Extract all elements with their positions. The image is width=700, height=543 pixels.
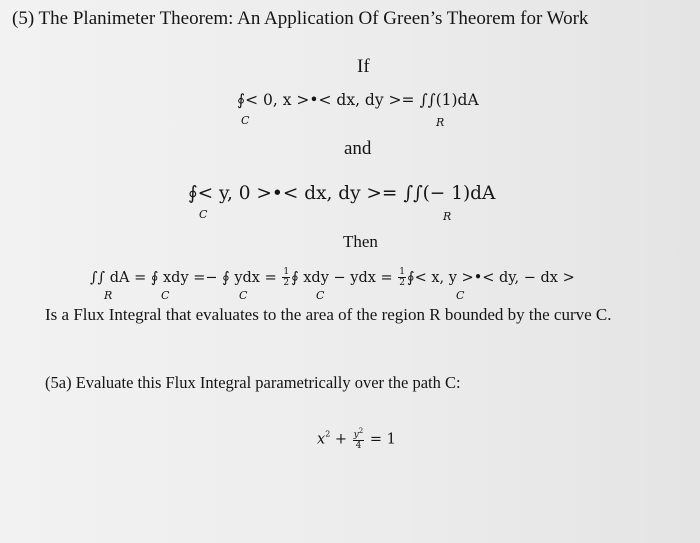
equation-2-contour-subscript: C bbox=[199, 208, 208, 221]
ellipse-equation bbox=[317, 428, 396, 451]
equation-1-region-subscript: R bbox=[436, 116, 445, 129]
flux-statement: Is a Flux Integral that evaluates to the area of the region R bounded by the curve C. bbox=[45, 305, 612, 324]
fraction-denominator: 2 bbox=[283, 278, 290, 288]
equation-3-subscript-c4: C bbox=[456, 289, 465, 302]
equation-3-subscript-c1: C bbox=[161, 289, 170, 302]
ellipse-x-exponent: 2 bbox=[325, 429, 331, 439]
if-label: If bbox=[357, 56, 370, 77]
equation-3-subscript-r: R bbox=[104, 289, 113, 302]
fraction-numerator: 1 bbox=[399, 267, 406, 277]
ellipse-y: y bbox=[353, 430, 359, 440]
equation-3 bbox=[90, 268, 575, 288]
fraction-denominator: 2 bbox=[399, 278, 406, 288]
ellipse-y-denominator: 4 bbox=[355, 441, 362, 451]
ellipse-plus: + bbox=[330, 431, 352, 448]
ellipse-x: x bbox=[317, 431, 326, 448]
fraction-numerator: 1 bbox=[283, 267, 290, 277]
one-half-fraction-2 bbox=[398, 268, 406, 288]
problem-title: (5) The Planimeter Theorem: An Application Of Green’s Theorem for Work bbox=[12, 8, 589, 29]
ellipse-y-exponent: 2 bbox=[358, 427, 364, 435]
equation-3-part-3: ∮< x, y >•< dy, − dx > bbox=[407, 270, 575, 286]
and-label: and bbox=[344, 138, 372, 159]
ellipse-y-fraction bbox=[353, 428, 365, 451]
equation-3-part-1: ∫∫ dA = ∮ xdy =− ∮ ydx = bbox=[90, 270, 282, 286]
equation-3-subscript-c2: C bbox=[239, 289, 248, 302]
one-half-fraction bbox=[282, 268, 290, 288]
ellipse-rhs: = 1 bbox=[365, 431, 396, 448]
equation-3-subscript-c3: C bbox=[316, 289, 325, 302]
equation-2-region-subscript: R bbox=[443, 210, 452, 223]
equation-2: ∮< y, 0 >•< dx, dy >= ∫∫(− 1)dA bbox=[188, 183, 496, 204]
equation-1: ∮< 0, x >•< dx, dy >= ∫∫(1)dA bbox=[237, 91, 479, 109]
equation-1-contour-subscript: C bbox=[241, 114, 250, 127]
then-label: Then bbox=[343, 232, 378, 251]
part-5a-prompt: (5a) Evaluate this Flux Integral parametrically over the path C: bbox=[45, 373, 461, 392]
equation-3-part-2: ∮ xdy − ydx = bbox=[291, 270, 398, 286]
ellipse-y-numerator bbox=[353, 428, 365, 441]
